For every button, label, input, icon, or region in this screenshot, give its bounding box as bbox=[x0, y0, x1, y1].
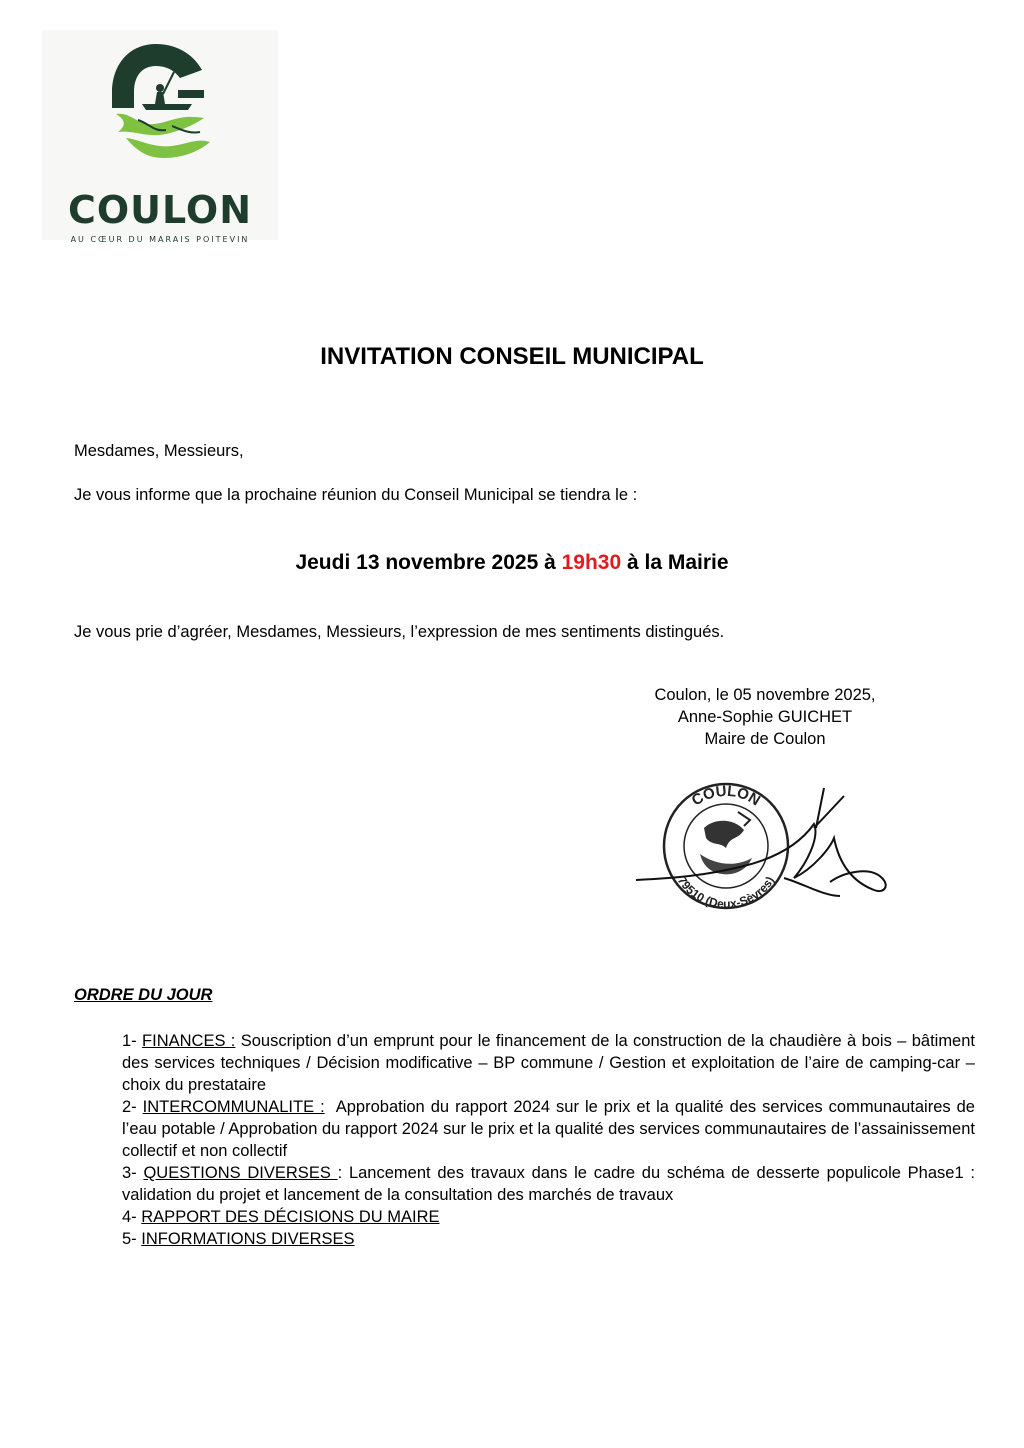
closing-text: Je vous prie d’agréer, Mesdames, Messieurs, l’expression de mes sentiments distingués. bbox=[74, 623, 725, 641]
agenda-item-number: 3- bbox=[122, 1164, 144, 1182]
agenda-item-label: RAPPORT DES DÉCISIONS DU MAIRE bbox=[141, 1208, 440, 1226]
agenda-heading: ORDRE DU JOUR bbox=[74, 986, 213, 1004]
agenda-item-text: Approbation du rapport 2024 sur le prix et la qualité des services communautaires de l’eau potable / Approbation du rapport 2024 sur le prix et la qualité des services communautaires de l’assainissement collectif et non collectif bbox=[122, 1098, 980, 1160]
stamp-bottom-text: 79510 (Deux-Sèvres) bbox=[674, 873, 778, 912]
agenda-item-label: QUESTIONS DIVERSES bbox=[143, 1164, 338, 1182]
stamp-top-text: COULON bbox=[688, 782, 764, 810]
signatory-name: Anne-Sophie GUICHET bbox=[677, 708, 853, 726]
coulon-logo bbox=[42, 30, 278, 244]
intro-text: Je vous informe que la prochaine réunion du Conseil Municipal se tiendra le : bbox=[74, 486, 638, 504]
agenda-item-number: 1- bbox=[122, 1032, 143, 1050]
logo-name: COULON bbox=[67, 188, 252, 232]
svg-text:COULON bbox=[689, 783, 763, 810]
meeting-date: Jeudi 13 novembre 2025 à bbox=[295, 551, 562, 574]
signature-block bbox=[600, 684, 930, 750]
municipal-seal-icon bbox=[634, 768, 892, 918]
meeting-time: 19h30 bbox=[561, 551, 622, 574]
meeting-place: à la Mairie bbox=[621, 551, 729, 574]
place-date: Coulon, le 05 novembre 2025, bbox=[654, 686, 876, 704]
salutation: Mesdames, Messieurs, bbox=[74, 442, 244, 460]
agenda-item bbox=[122, 1162, 975, 1206]
boat-fisherman-c-logo-icon bbox=[42, 30, 278, 190]
agenda-item-label: INTERCOMMUNALITE : bbox=[142, 1098, 325, 1116]
agenda-item-label: INFORMATIONS DIVERSES bbox=[141, 1230, 355, 1248]
agenda-item-text: Souscription d’un emprunt pour le financement de la construction de la chaudière à bois – bâtiment des services techniques / Décision modificative – BP commune / Gestion et exploitation de l’aire de camping-car – choix du prestataire bbox=[122, 1032, 975, 1094]
agenda-item-number: 4- bbox=[122, 1208, 142, 1226]
agenda-item bbox=[122, 1206, 975, 1228]
agenda-item-text: : Lancement des travaux dans le cadre du schéma de desserte populicole Phase1 : validation du projet et lancement de la consultation des marchés de travaux bbox=[122, 1164, 975, 1204]
agenda-item-number: 5- bbox=[122, 1230, 142, 1248]
agenda-item bbox=[122, 1228, 975, 1250]
page-title: INVITATION CONSEIL MUNICIPAL bbox=[320, 343, 704, 370]
logo-tagline: AU CŒUR DU MARAIS POITEVIN bbox=[70, 235, 250, 244]
agenda-item bbox=[122, 1096, 980, 1162]
agenda-item-number: 2- bbox=[122, 1098, 143, 1116]
meeting-date-line bbox=[0, 551, 1024, 575]
agenda-item-label: FINANCES : bbox=[142, 1032, 236, 1050]
svg-text:79510 (Deux-Sèvres) bbox=[675, 874, 777, 911]
agenda-list bbox=[122, 1030, 980, 1250]
agenda-item bbox=[122, 1030, 975, 1096]
signatory-role: Maire de Coulon bbox=[704, 730, 826, 748]
